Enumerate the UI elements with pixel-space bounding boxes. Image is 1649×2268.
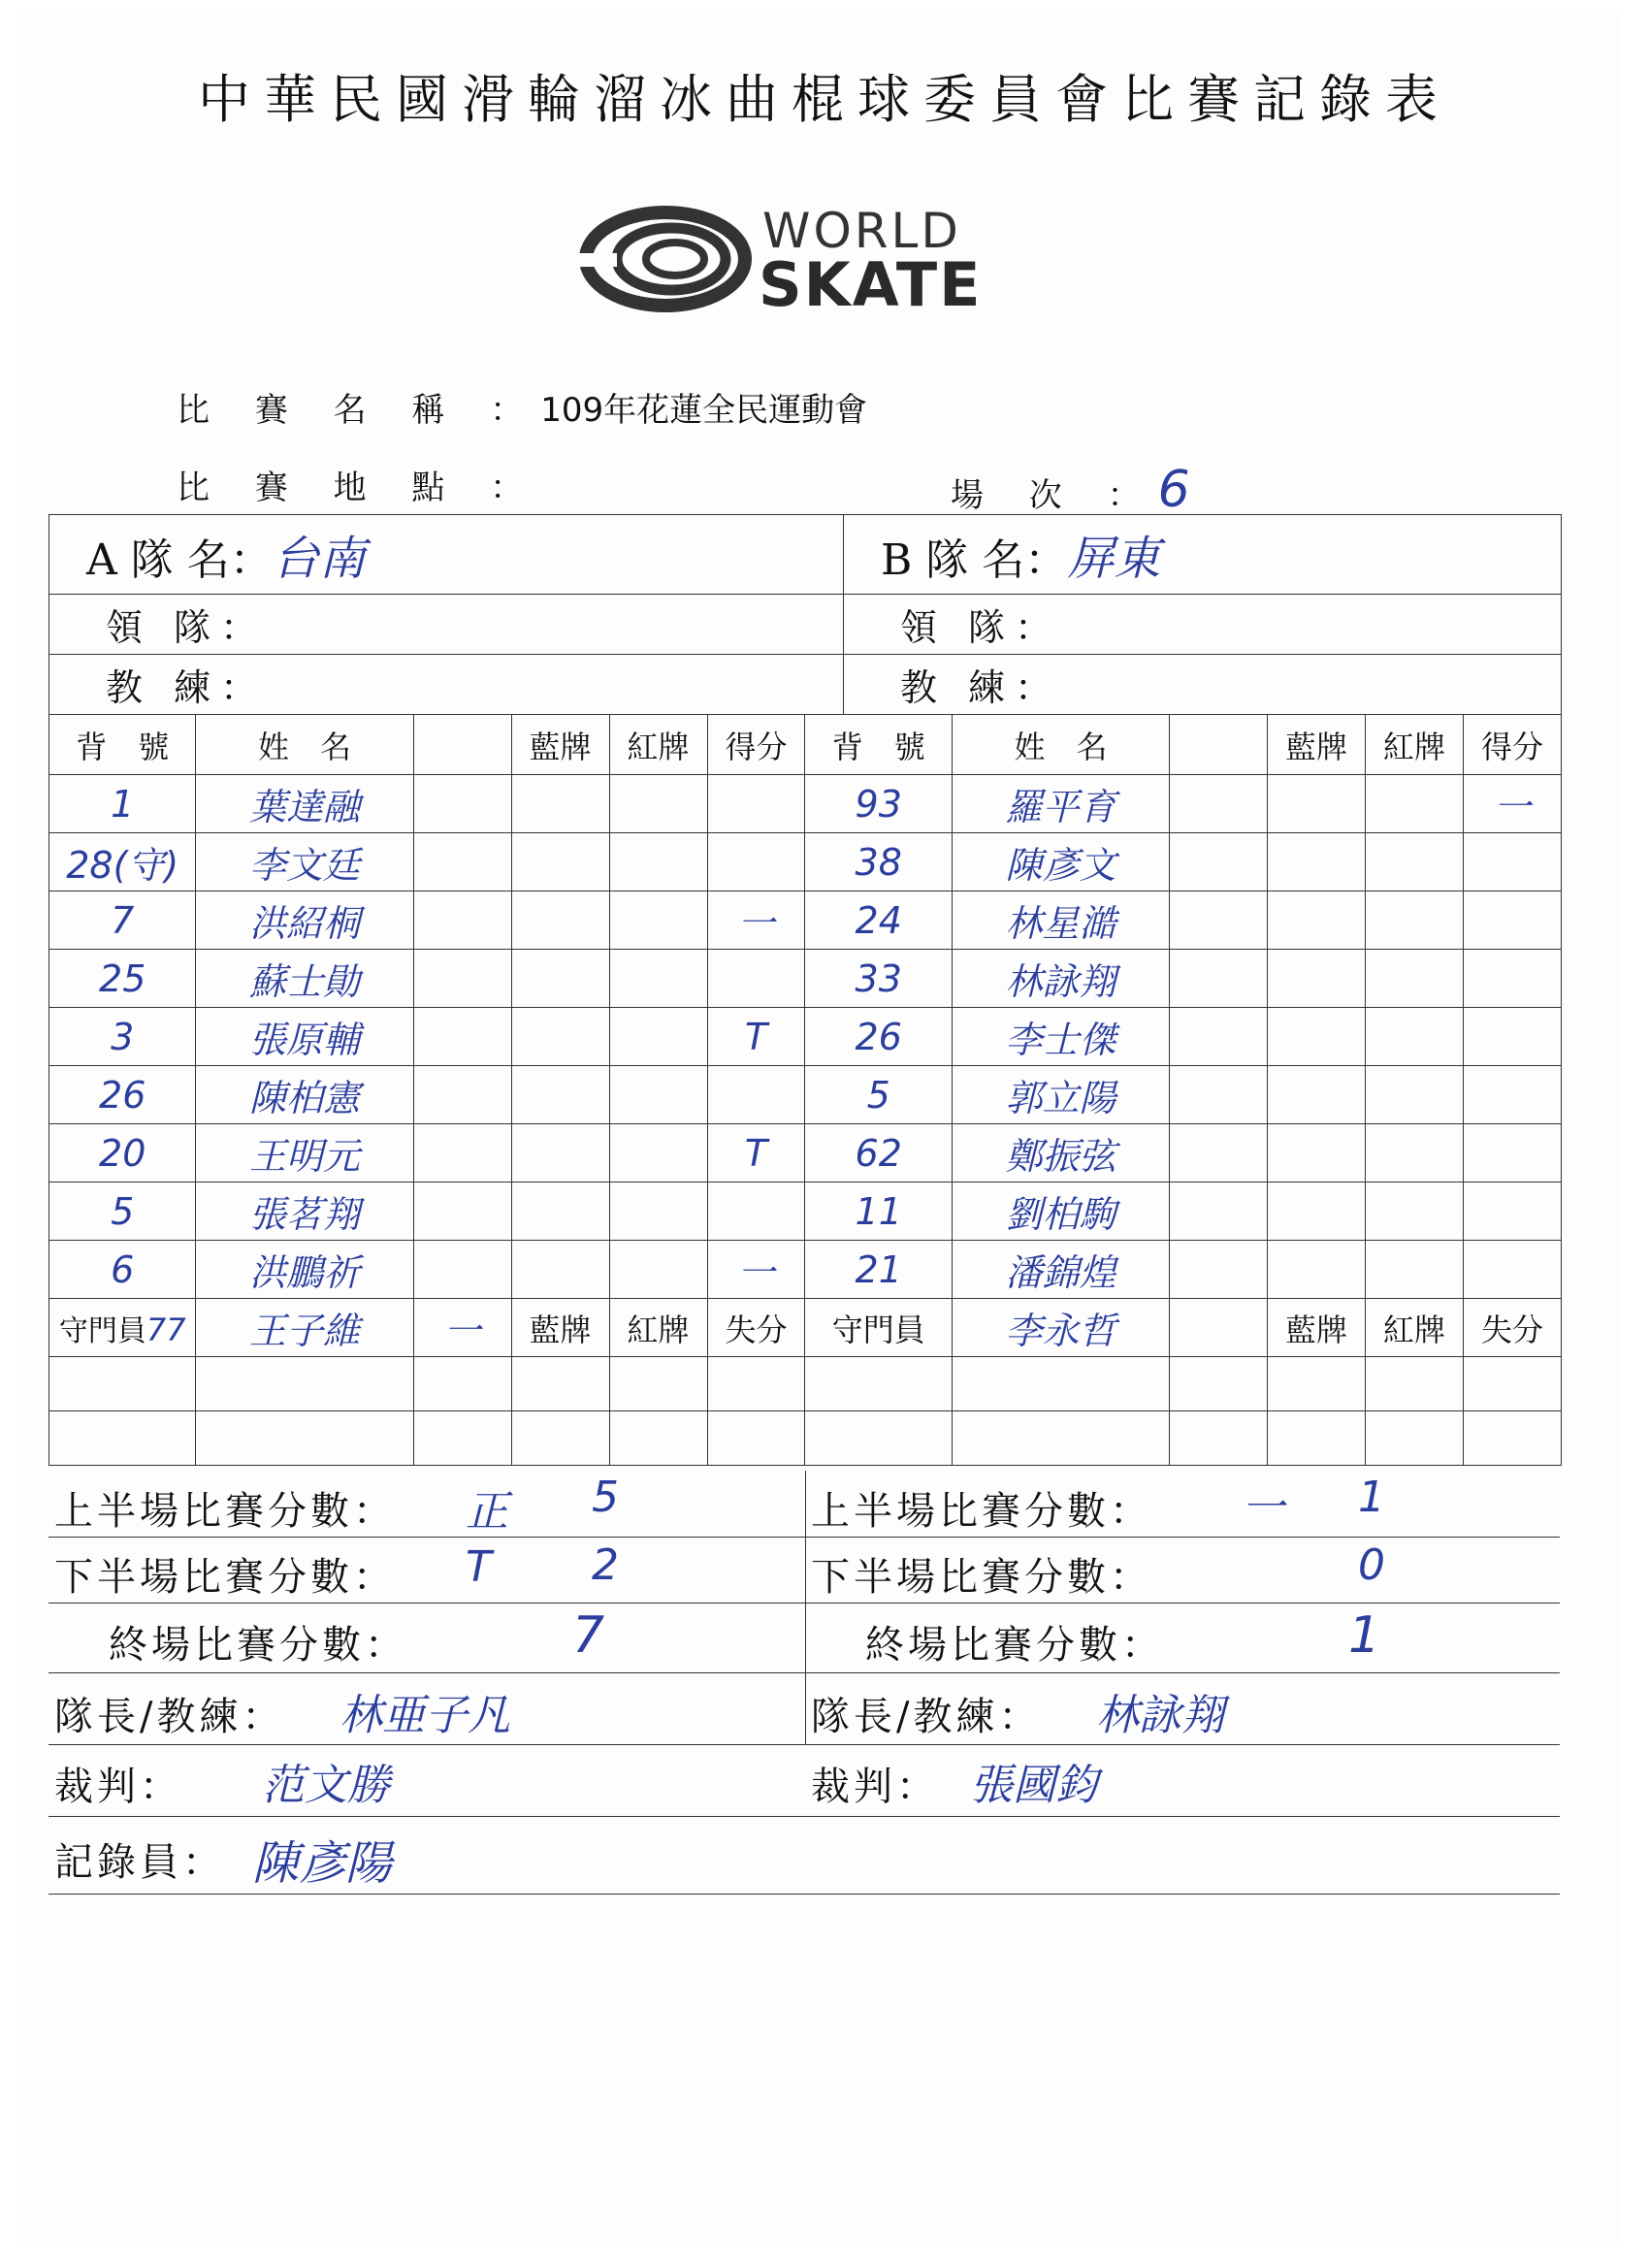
team-b-player-no: 24 [805, 891, 952, 950]
match-name-row [177, 383, 867, 431]
team-b-gk-red-header: 紅牌 [1366, 1299, 1464, 1357]
team-b-player-name: 潘錦煌 [952, 1241, 1169, 1299]
team-b-player-extra [1170, 833, 1268, 891]
goalkeeper-blank-row-2 [49, 1411, 1562, 1466]
team-b-player-red [1366, 891, 1464, 950]
team-a-player-extra [413, 1124, 511, 1183]
team-b-score-header: 得分 [1464, 715, 1562, 775]
team-b-player-name: 郭立陽 [952, 1066, 1169, 1124]
team-a-name-value: 台南 [272, 532, 366, 586]
team-a-gk-header [49, 1299, 196, 1357]
team-b-player-blue [1268, 1183, 1366, 1241]
team-b-final-label: 終場比賽分數： [865, 1623, 1164, 1668]
team-b-player-extra [1170, 950, 1268, 1008]
team-b-player-name: 鄭振弦 [952, 1124, 1169, 1183]
team-a-final-score: 7 [572, 1606, 605, 1665]
team-b-player-red [1366, 1183, 1464, 1241]
team-a-score-header: 得分 [707, 715, 805, 775]
team-a-player-no: 5 [49, 1183, 196, 1241]
team-a-player-extra [413, 1183, 511, 1241]
team-a-player-red [609, 1241, 707, 1299]
team-a-player-no: 7 [49, 891, 196, 950]
team-b-referee-signature: 張國鈞 [970, 1761, 1098, 1810]
roster-row [49, 775, 1562, 833]
team-b-conceded-header: 失分 [1464, 1299, 1562, 1357]
team-a-red-header: 紅牌 [609, 715, 707, 775]
team-b-player-red [1366, 1008, 1464, 1066]
team-a-coach-label: 教 練： [49, 655, 844, 715]
team-b-player-no: 93 [805, 775, 952, 833]
team-b-player-no: 26 [805, 1008, 952, 1066]
team-b-player-blue [1268, 833, 1366, 891]
team-a-second-half-label: 下半場比賽分數： [54, 1555, 396, 1600]
second-half-row [48, 1537, 1560, 1604]
team-b-final-score: 1 [1348, 1606, 1381, 1665]
team-a-player-no: 6 [49, 1241, 196, 1299]
recorder-label: 記錄員： [54, 1840, 225, 1885]
team-b-player-name: 羅平育 [952, 775, 1169, 833]
team-a-gk-extra: 一 [413, 1299, 511, 1357]
team-b-player-blue [1268, 775, 1366, 833]
team-b-player-blue [1268, 1008, 1366, 1066]
team-b-first-half-label: 上半場比賽分數： [811, 1489, 1152, 1534]
team-b-blue-header: 藍牌 [1268, 715, 1366, 775]
team-b-player-name: 陳彥文 [952, 833, 1169, 891]
logo-line-1: WORLD [762, 203, 961, 259]
team-b-extra-header [1170, 715, 1268, 775]
team-a-player-red [609, 833, 707, 891]
round-label: 場 次 ： [951, 476, 1158, 515]
team-b-player-extra [1170, 1124, 1268, 1183]
team-b-player-red [1366, 833, 1464, 891]
team-a-second-half-score: 2 [592, 1540, 619, 1590]
team-a-player-score [707, 950, 805, 1008]
captain-row [48, 1672, 1560, 1745]
team-a-second-half-tally: T [466, 1542, 492, 1592]
team-a-player-red [609, 1183, 707, 1241]
team-b-player-blue [1268, 1124, 1366, 1183]
team-b-player-red [1366, 775, 1464, 833]
team-a-name-cell [49, 515, 844, 595]
team-b-referee-label: 裁判： [811, 1765, 939, 1809]
team-b-player-extra [1170, 891, 1268, 950]
team-a-player-score: 一 [707, 891, 805, 950]
team-a-player-score [707, 1183, 805, 1241]
team-b-gk-label: 守門員 [805, 1299, 952, 1357]
team-b-player-score [1464, 1124, 1562, 1183]
goalkeeper-blank-row-1 [49, 1357, 1562, 1411]
team-b-player-no: 62 [805, 1124, 952, 1183]
team-a-first-half-label: 上半場比賽分數： [54, 1489, 396, 1534]
team-b-player-extra [1170, 1241, 1268, 1299]
team-a-player-red [609, 775, 707, 833]
team-b-first-half-score: 1 [1358, 1473, 1385, 1522]
team-a-player-extra [413, 775, 511, 833]
team-a-blue-header: 藍牌 [511, 715, 609, 775]
team-a-player-no: 25 [49, 950, 196, 1008]
team-a-player-name: 李文廷 [196, 833, 413, 891]
team-a-player-no: 26 [49, 1066, 196, 1124]
first-half-row [48, 1471, 1560, 1538]
roster-row [49, 950, 1562, 1008]
team-b-player-name: 林詠翔 [952, 950, 1169, 1008]
team-a-player-extra [413, 891, 511, 950]
team-a-player-no: 28(守) [49, 833, 196, 891]
team-b-player-red [1366, 950, 1464, 1008]
team-b-player-red [1366, 1241, 1464, 1299]
venue-row [177, 461, 540, 508]
team-a-player-blue [511, 1066, 609, 1124]
venue-label: 比 賽 地 點 ： [177, 469, 541, 507]
team-a-conceded-header: 失分 [707, 1299, 805, 1357]
swirl-icon [578, 199, 753, 315]
team-a-player-score [707, 775, 805, 833]
team-a-player-blue [511, 1183, 609, 1241]
team-b-first-half-tally: 一 [1242, 1483, 1284, 1533]
team-a-player-name: 王明元 [196, 1124, 413, 1183]
team-a-player-blue [511, 891, 609, 950]
team-a-captain-label: 隊長/教練： [54, 1695, 285, 1739]
match-name-value: 109年花蓮全民運動會 [540, 391, 868, 430]
roster-row [49, 833, 1562, 891]
team-b-player-score [1464, 1183, 1562, 1241]
team-b-player-name: 劉柏駒 [952, 1183, 1169, 1241]
team-a-player-name: 張原輔 [196, 1008, 413, 1066]
team-a-player-extra [413, 1008, 511, 1066]
roster-header-row [49, 715, 1562, 775]
round-row [951, 461, 1190, 519]
team-a-gk-label: 守門員 [58, 1313, 146, 1348]
team-header-table [48, 514, 1562, 715]
team-a-player-no: 3 [49, 1008, 196, 1066]
recorder-signature: 陳彥陽 [252, 1836, 393, 1891]
team-b-player-name: 李士傑 [952, 1008, 1169, 1066]
team-b-player-extra [1170, 1066, 1268, 1124]
team-a-player-name: 洪鵬祈 [196, 1241, 413, 1299]
team-b-name-cell [844, 515, 1562, 595]
team-b-player-red [1366, 1124, 1464, 1183]
team-a-player-name: 洪紹桐 [196, 891, 413, 950]
team-a-extra-header [413, 715, 511, 775]
team-a-player-red [609, 950, 707, 1008]
team-a-player-no: 1 [49, 775, 196, 833]
team-b-player-red [1366, 1066, 1464, 1124]
team-a-player-blue [511, 833, 609, 891]
team-b-coach-label: 教 練： [844, 655, 1562, 715]
team-a-gk-name: 王子維 [196, 1299, 413, 1357]
team-b-player-blue [1268, 950, 1366, 1008]
team-b-no-header: 背 號 [805, 715, 952, 775]
team-a-player-blue [511, 1008, 609, 1066]
team-b-captain-signature: 林詠翔 [1096, 1691, 1224, 1740]
team-b-gk-blue-header: 藍牌 [1268, 1299, 1366, 1357]
team-b-player-score [1464, 1008, 1562, 1066]
team-a-gk-red-header: 紅牌 [609, 1299, 707, 1357]
roster-row [49, 1008, 1562, 1066]
recorder-row [48, 1816, 1560, 1895]
team-a-referee-label: 裁判： [54, 1765, 182, 1809]
team-b-player-blue [1268, 891, 1366, 950]
team-a-player-no: 20 [49, 1124, 196, 1183]
team-b-player-score: 一 [1464, 775, 1562, 833]
team-b-player-no: 11 [805, 1183, 952, 1241]
team-a-player-name: 蘇士勛 [196, 950, 413, 1008]
team-a-player-red [609, 1008, 707, 1066]
round-value: 6 [1157, 461, 1190, 519]
team-b-player-score [1464, 1241, 1562, 1299]
logo-line-2: SKATE [759, 249, 983, 320]
team-b-player-score [1464, 891, 1562, 950]
team-b-player-score [1464, 950, 1562, 1008]
team-a-player-blue [511, 1124, 609, 1183]
roster-row [49, 1066, 1562, 1124]
team-b-player-no: 38 [805, 833, 952, 891]
team-a-name-header: 姓 名 [196, 715, 413, 775]
goalkeeper-header-row [49, 1299, 1562, 1357]
team-a-player-score: T [707, 1124, 805, 1183]
team-a-player-red [609, 1124, 707, 1183]
team-b-second-half-score: 0 [1358, 1540, 1385, 1590]
roster-row [49, 1241, 1562, 1299]
team-a-player-blue [511, 950, 609, 1008]
team-b-player-no: 21 [805, 1241, 952, 1299]
team-a-first-half-tally: 正 [466, 1487, 508, 1537]
team-a-player-extra [413, 833, 511, 891]
team-b-second-half-label: 下半場比賽分數： [811, 1555, 1152, 1600]
team-b-player-extra [1170, 775, 1268, 833]
team-a-player-score: 一 [707, 1241, 805, 1299]
team-a-player-blue [511, 1241, 609, 1299]
team-a-captain-signature: 林亜子凡 [340, 1691, 510, 1740]
team-a-gk-blue-header: 藍牌 [511, 1299, 609, 1357]
team-a-player-name: 張茗翔 [196, 1183, 413, 1241]
team-a-gk-no: 77 [146, 1311, 186, 1348]
referee-row [48, 1744, 1560, 1817]
team-a-referee-signature: 范文勝 [262, 1761, 390, 1810]
world-skate-logo [578, 199, 1063, 320]
team-a-player-extra [413, 1066, 511, 1124]
team-b-red-header: 紅牌 [1366, 715, 1464, 775]
team-b-player-extra [1170, 1183, 1268, 1241]
team-b-player-extra [1170, 1008, 1268, 1066]
team-b-player-blue [1268, 1066, 1366, 1124]
team-a-player-score [707, 833, 805, 891]
team-b-gk-name: 李永哲 [952, 1299, 1169, 1357]
team-a-player-extra [413, 950, 511, 1008]
team-b-name-label: B 隊 名： [881, 535, 1068, 585]
team-b-player-blue [1268, 1241, 1366, 1299]
team-a-player-name: 陳柏憲 [196, 1066, 413, 1124]
team-a-first-half-score: 5 [592, 1473, 619, 1522]
roster-row [49, 1124, 1562, 1183]
team-a-leader-label: 領 隊： [49, 595, 844, 655]
final-score-row [48, 1603, 1560, 1673]
team-a-player-name: 葉達融 [196, 775, 413, 833]
team-a-player-extra [413, 1241, 511, 1299]
team-b-player-no: 5 [805, 1066, 952, 1124]
team-b-captain-label: 隊長/教練： [811, 1695, 1042, 1739]
roster-row [49, 891, 1562, 950]
form-title: 中華民國滑輪溜冰曲棍球委員會比賽記錄表 [198, 69, 1451, 130]
team-b-name-header: 姓 名 [952, 715, 1169, 775]
team-a-player-blue [511, 775, 609, 833]
team-b-gk-extra [1170, 1299, 1268, 1357]
team-a-no-header: 背 號 [49, 715, 196, 775]
team-b-leader-label: 領 隊： [844, 595, 1562, 655]
team-a-player-red [609, 891, 707, 950]
team-b-player-no: 33 [805, 950, 952, 1008]
team-a-name-label: A 隊 名： [86, 535, 273, 585]
roster-body [49, 775, 1562, 1299]
team-a-player-score: T [707, 1008, 805, 1066]
team-a-player-red [609, 1066, 707, 1124]
team-b-name-value: 屏東 [1067, 532, 1161, 586]
team-b-player-name: 林星澔 [952, 891, 1169, 950]
team-b-player-score [1464, 1066, 1562, 1124]
team-a-final-label: 終場比賽分數： [109, 1623, 407, 1668]
match-name-label: 比 賽 名 稱 ： [177, 391, 541, 430]
roster-row [49, 1183, 1562, 1241]
roster-table [48, 714, 1562, 1466]
team-b-player-score [1464, 833, 1562, 891]
team-a-player-score [707, 1066, 805, 1124]
